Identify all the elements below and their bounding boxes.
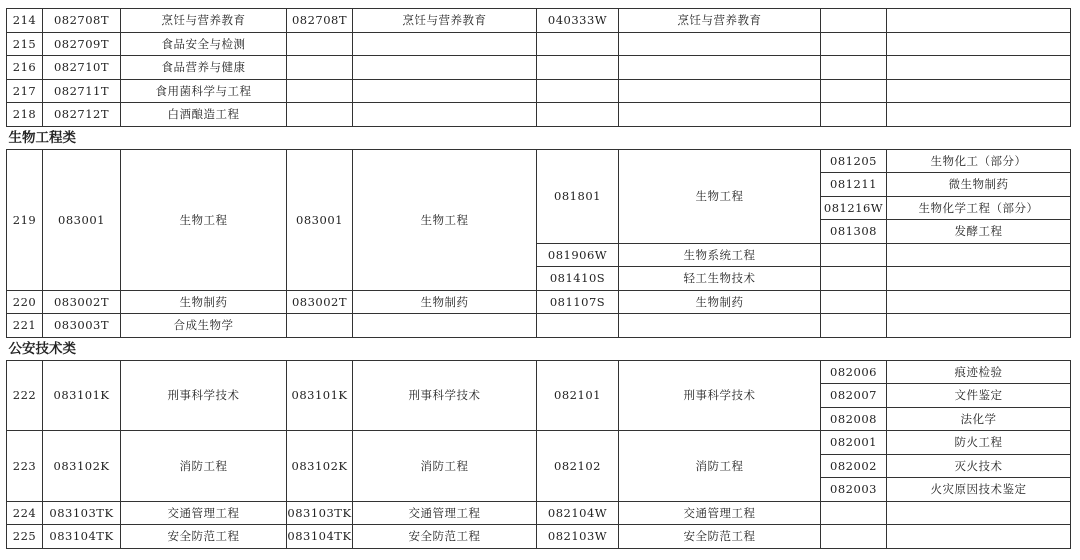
code-cell: 082711T	[43, 79, 121, 103]
related-code-cell: 082006	[821, 360, 887, 384]
seq-cell: 225	[7, 525, 43, 549]
table-row	[7, 431, 1071, 455]
seq-cell: 216	[7, 56, 43, 80]
code3-cell: 081906W	[537, 243, 619, 267]
related-name-cell: 发酵工程	[887, 220, 1071, 244]
code-cell: 083003T	[43, 314, 121, 338]
name3-cell: 安全防范工程	[619, 525, 821, 549]
empty-cell	[353, 103, 537, 127]
empty-cell	[887, 525, 1071, 549]
name-cell: 食品安全与检测	[121, 32, 287, 56]
seq-cell: 214	[7, 9, 43, 33]
empty-cell	[287, 32, 353, 56]
empty-cell	[353, 32, 537, 56]
code3-cell: 081801	[537, 149, 619, 243]
empty-cell	[821, 314, 887, 338]
name-cell: 食用菌科学与工程	[121, 79, 287, 103]
name2-cell: 生物工程	[353, 149, 537, 290]
code-cell: 083103TK	[43, 501, 121, 525]
related-code-cell: 081205	[821, 149, 887, 173]
related-code-cell: 081216W	[821, 196, 887, 220]
name-cell: 消防工程	[121, 431, 287, 502]
empty-cell	[887, 9, 1071, 33]
empty-cell	[821, 243, 887, 267]
table-row	[7, 360, 1071, 384]
related-name-cell: 灭火技术	[887, 454, 1071, 478]
name2-cell: 交通管理工程	[353, 501, 537, 525]
empty-cell	[619, 56, 821, 80]
empty-cell	[537, 56, 619, 80]
code3-cell: 081410S	[537, 267, 619, 291]
code3-cell: 081107S	[537, 290, 619, 314]
section-title-police: 公安技术类	[7, 337, 1071, 360]
seq-cell: 224	[7, 501, 43, 525]
related-code-cell: 082001	[821, 431, 887, 455]
code-cell: 082710T	[43, 56, 121, 80]
empty-cell	[619, 103, 821, 127]
empty-cell	[537, 32, 619, 56]
empty-cell	[353, 79, 537, 103]
name-cell: 生物制药	[121, 290, 287, 314]
name-cell: 安全防范工程	[121, 525, 287, 549]
empty-cell	[287, 103, 353, 127]
table-row	[7, 149, 1071, 173]
code3-cell: 082101	[537, 360, 619, 431]
code3-cell: 082102	[537, 431, 619, 502]
seq-cell: 220	[7, 290, 43, 314]
seq-cell: 215	[7, 32, 43, 56]
seq-cell: 217	[7, 79, 43, 103]
code2-cell: 082708T	[287, 9, 353, 33]
empty-cell	[821, 9, 887, 33]
name3-cell: 烹饪与营养教育	[619, 9, 821, 33]
empty-cell	[821, 103, 887, 127]
empty-cell	[821, 501, 887, 525]
code-cell: 083002T	[43, 290, 121, 314]
empty-cell	[619, 32, 821, 56]
related-code-cell: 082007	[821, 384, 887, 408]
related-name-cell: 生物化学工程（部分）	[887, 196, 1071, 220]
table-row	[7, 314, 1071, 338]
name3-cell: 刑事科学技术	[619, 360, 821, 431]
name2-cell: 烹饪与营养教育	[353, 9, 537, 33]
related-name-cell: 防火工程	[887, 431, 1071, 455]
empty-cell	[887, 314, 1071, 338]
major-table	[6, 8, 1071, 549]
empty-cell	[821, 267, 887, 291]
name3-cell: 轻工生物技术	[619, 267, 821, 291]
empty-cell	[537, 79, 619, 103]
table-row	[7, 32, 1071, 56]
empty-cell	[887, 32, 1071, 56]
table-row	[7, 9, 1071, 33]
related-code-cell: 081308	[821, 220, 887, 244]
code2-cell: 083101K	[287, 360, 353, 431]
empty-cell	[887, 290, 1071, 314]
code-cell: 083101K	[43, 360, 121, 431]
code-cell: 083102K	[43, 431, 121, 502]
empty-cell	[887, 79, 1071, 103]
related-name-cell: 火灾原因技术鉴定	[887, 478, 1071, 502]
seq-cell: 219	[7, 149, 43, 290]
empty-cell	[887, 243, 1071, 267]
related-code-cell: 082003	[821, 478, 887, 502]
related-name-cell: 文件鉴定	[887, 384, 1071, 408]
table-row	[7, 79, 1071, 103]
code-cell: 082712T	[43, 103, 121, 127]
name2-cell: 生物制药	[353, 290, 537, 314]
name3-cell: 生物系统工程	[619, 243, 821, 267]
empty-cell	[887, 56, 1071, 80]
related-code-cell: 082002	[821, 454, 887, 478]
name3-cell: 交通管理工程	[619, 501, 821, 525]
name2-cell: 消防工程	[353, 431, 537, 502]
empty-cell	[887, 103, 1071, 127]
related-code-cell: 082008	[821, 407, 887, 431]
code-cell: 082708T	[43, 9, 121, 33]
code2-cell: 083102K	[287, 431, 353, 502]
name2-cell: 刑事科学技术	[353, 360, 537, 431]
empty-cell	[821, 56, 887, 80]
seq-cell: 221	[7, 314, 43, 338]
name-cell: 刑事科学技术	[121, 360, 287, 431]
related-name-cell: 生物化工（部分）	[887, 149, 1071, 173]
code3-cell: 082104W	[537, 501, 619, 525]
name-cell: 白酒酿造工程	[121, 103, 287, 127]
section-row	[7, 337, 1071, 360]
name-cell: 食品营养与健康	[121, 56, 287, 80]
name-cell: 合成生物学	[121, 314, 287, 338]
empty-cell	[821, 290, 887, 314]
seq-cell: 218	[7, 103, 43, 127]
code2-cell: 083001	[287, 149, 353, 290]
code3-cell: 082103W	[537, 525, 619, 549]
name-cell: 烹饪与营养教育	[121, 9, 287, 33]
empty-cell	[821, 525, 887, 549]
code3-cell: 040333W	[537, 9, 619, 33]
name3-cell: 消防工程	[619, 431, 821, 502]
table-row	[7, 103, 1071, 127]
empty-cell	[887, 267, 1071, 291]
section-row	[7, 126, 1071, 149]
section-title-bio: 生物工程类	[7, 126, 1071, 149]
empty-cell	[287, 79, 353, 103]
related-name-cell: 法化学	[887, 407, 1071, 431]
empty-cell	[537, 314, 619, 338]
name-cell: 交通管理工程	[121, 501, 287, 525]
seq-cell: 222	[7, 360, 43, 431]
code-cell: 083001	[43, 149, 121, 290]
empty-cell	[821, 32, 887, 56]
table-row	[7, 56, 1071, 80]
table-row	[7, 290, 1071, 314]
code2-cell: 083104TK	[287, 525, 353, 549]
related-name-cell: 痕迹检验	[887, 360, 1071, 384]
table-row	[7, 525, 1071, 549]
empty-cell	[887, 501, 1071, 525]
code2-cell: 083002T	[287, 290, 353, 314]
code2-cell: 083103TK	[287, 501, 353, 525]
empty-cell	[821, 79, 887, 103]
empty-cell	[619, 314, 821, 338]
empty-cell	[537, 103, 619, 127]
empty-cell	[287, 56, 353, 80]
empty-cell	[353, 56, 537, 80]
related-name-cell: 微生物制药	[887, 173, 1071, 197]
empty-cell	[353, 314, 537, 338]
name2-cell: 安全防范工程	[353, 525, 537, 549]
name3-cell: 生物工程	[619, 149, 821, 243]
name3-cell: 生物制药	[619, 290, 821, 314]
code-cell: 083104TK	[43, 525, 121, 549]
code-cell: 082709T	[43, 32, 121, 56]
name-cell: 生物工程	[121, 149, 287, 290]
table-row	[7, 501, 1071, 525]
empty-cell	[619, 79, 821, 103]
related-code-cell: 081211	[821, 173, 887, 197]
seq-cell: 223	[7, 431, 43, 502]
empty-cell	[287, 314, 353, 338]
